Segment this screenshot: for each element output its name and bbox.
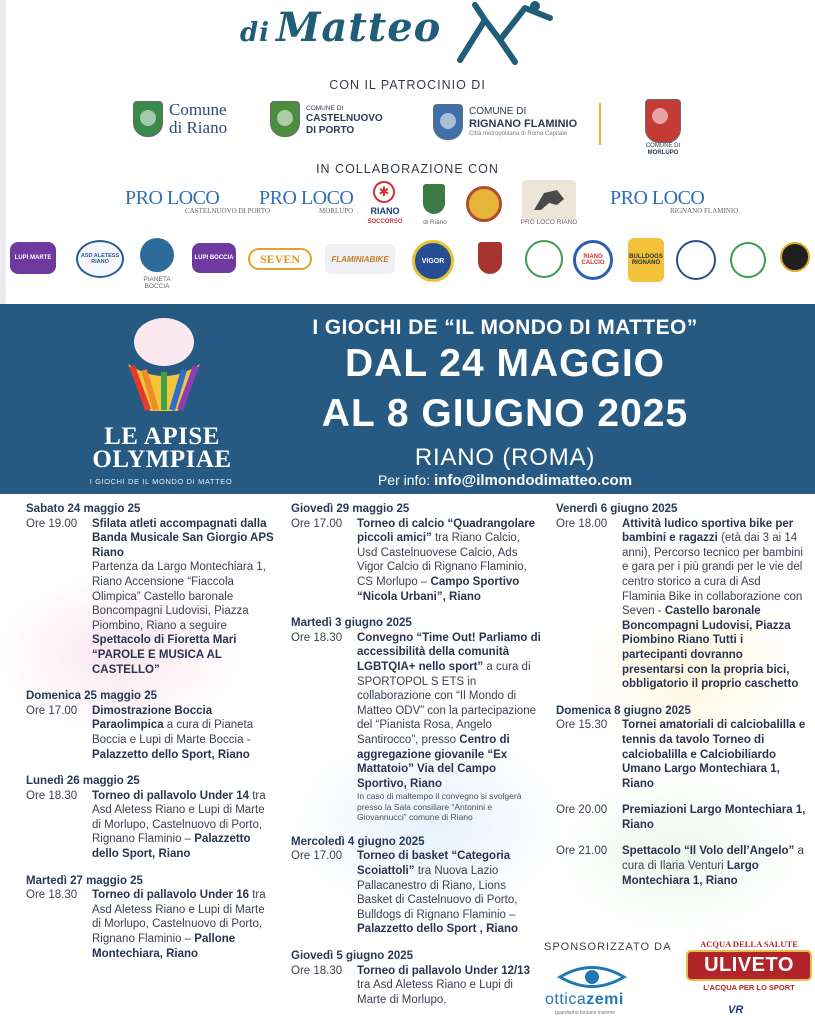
info-email-link[interactable]: info@ilmondodimatteo.com xyxy=(434,472,633,489)
schedule-entry xyxy=(291,964,541,1008)
entry-description xyxy=(92,789,276,862)
entry-highlight: Palazzetto dello Sport , Riano xyxy=(357,923,519,936)
patron-castelnuovo-line1: COMUNE DI xyxy=(306,104,344,112)
entry-time: Ore 18.30 xyxy=(26,789,78,802)
entry-description xyxy=(622,844,806,888)
entry-title: Torneo di basket “Categoria Scoiattoli” xyxy=(357,850,511,877)
riano-crest-icon xyxy=(133,101,163,137)
riano-soccorso-line1: RIANO xyxy=(370,206,400,216)
entry-text: a cura di SPORTOPOL S ETS in collaborazione con “Il Mondo di Matteo ODV” con la partecipazione del “Pianista Rosa, Angelo Santirocco”, presso xyxy=(357,660,536,746)
headline-date-from: DAL 24 MAGGIO xyxy=(345,342,665,385)
star-of-life-icon: ✱ xyxy=(373,181,395,203)
patron-riano-line1: Comune xyxy=(169,100,227,120)
ottica-word: ottica xyxy=(545,991,587,1008)
entry-title: Torneo di pallavolo Under 14 xyxy=(92,789,249,802)
schedule-entry xyxy=(26,789,276,862)
proloco-rignano-sub: RIGNANO FLAMINIO xyxy=(670,207,739,215)
entry-time: Ore 17.00 xyxy=(26,704,78,717)
schedule-entry xyxy=(291,517,541,605)
day-block xyxy=(291,949,541,1007)
riano-shield-icon xyxy=(423,184,445,214)
entry-title: Torneo di pallavolo Under 12/13 xyxy=(357,964,530,977)
rignano-crest-icon xyxy=(433,104,463,140)
entry-highlight: Pallone Montechiara, Riano xyxy=(92,933,236,960)
morlupo-crest-icon xyxy=(645,99,681,143)
patron-castelnuovo xyxy=(270,101,383,137)
entry-time: Ore 17.00 xyxy=(291,517,343,530)
patron-rignano-line2: RIGNANO FLAMINIO xyxy=(469,117,578,130)
eagle-emblem-icon xyxy=(676,240,716,280)
olympic-torch-icon xyxy=(118,318,210,413)
entry-text: a cura di Ilaria Venturi xyxy=(622,845,804,873)
proloco-morlupo-sub: MORLUPO xyxy=(319,207,354,215)
entry-highlight: Castello baronale Boncompagni Ludovisi, Piazza Piombino Riano Tutti i partecipanti dovranno presentarsi con la propria bici, obbligatorio il proprio caschetto xyxy=(622,605,799,691)
flaminia-bike-logo xyxy=(325,244,395,274)
lupi-boccia-logo: LUPI BOCCIA xyxy=(192,243,236,273)
patron-morlupo-line1: COMUNE DI xyxy=(645,143,681,149)
title-matteo: Matteo xyxy=(276,4,442,51)
proloco-morlupo-logo xyxy=(259,187,353,215)
entry-description xyxy=(622,803,806,832)
entry-description xyxy=(622,718,806,791)
entry-highlight: Centro di aggregazione giovanile “Ex Mattatoio” Via del Campo Sportivo, Riano xyxy=(357,733,510,790)
schedule-entry xyxy=(26,704,276,762)
proloco-rignano-logo xyxy=(610,187,738,215)
uliveto-tagline: L’ACQUA PER LO SPORT xyxy=(703,983,795,992)
horse-emblem-icon xyxy=(522,180,576,220)
proloco-rignano-brand: PRO LOCO xyxy=(610,187,705,209)
entry-note: In caso di maltempo il convegno si svolgerà presso la Sala consiliare “Antonini e Giovannucci” comune di Riano xyxy=(357,791,522,823)
entry-description xyxy=(92,517,276,678)
aletess-label: ASD ALETESS RIANO xyxy=(80,253,120,265)
entry-title: Torneo di pallavolo Under 16 xyxy=(92,889,249,902)
program-column-3 xyxy=(556,502,806,900)
entry-highlight: Spettacolo di Fioretta Mari “PAROLE E MUSICA AL CASTELLO” xyxy=(92,634,237,676)
entry-time: Ore 21.00 xyxy=(556,845,608,858)
riano-calcio-logo xyxy=(573,240,613,280)
uliveto-logo xyxy=(686,939,812,992)
day-label: Lunedì 26 maggio 25 xyxy=(26,775,140,788)
entry-time: Ore 17.00 xyxy=(291,850,343,863)
day-label: Martedì 3 giugno 2025 xyxy=(291,617,412,630)
day-label: Domenica 25 maggio 25 xyxy=(26,690,158,703)
patron-morlupo-line2: MORLUPO xyxy=(647,149,679,156)
headline-games: I GIOCHI DE “IL MONDO DI MATTEO” xyxy=(312,316,698,339)
patrocinio-label: CON IL PATROCINIO DI xyxy=(329,78,486,92)
schedule-entry xyxy=(556,844,806,888)
entry-text: tra Nuova Lazio Pallacanestro di Riano, Lions Basket di Castelnuovo di Porto, Bulldogs di Rignano Flaminio – xyxy=(357,864,518,921)
association-seal-icon xyxy=(466,186,502,222)
riano-soccorso-label xyxy=(360,207,410,227)
seven-label: SEVEN xyxy=(259,251,300,266)
schedule-entry xyxy=(291,849,541,937)
brand-subtitle: I GIOCHI DE IL MONDO DI MATTEO xyxy=(89,477,233,486)
entry-title: Attività ludico sportiva bike per bambini e ragazzi xyxy=(622,517,794,545)
entry-description xyxy=(92,888,276,961)
patron-morlupo xyxy=(645,99,681,157)
schedule-entry xyxy=(26,517,276,678)
patron-rignano-line1: COMUNE DI xyxy=(469,106,527,118)
eye-icon xyxy=(556,964,628,990)
info-label: Per info: xyxy=(377,472,431,488)
boccia-ball-icon xyxy=(140,238,174,272)
proloco-castelnuovo-brand: PRO LOCO xyxy=(125,187,220,209)
patron-castelnuovo-line2: CASTELNUOVO xyxy=(306,113,383,125)
schedule-entry xyxy=(556,718,806,791)
entry-text: tra Asd Aletess Riano e Lupi di Marte di Morlupo, Castelnuovo di Porto, Rignano Flaminio – xyxy=(92,789,266,846)
title-di: di xyxy=(240,18,271,48)
info-line xyxy=(250,472,760,489)
day-block xyxy=(26,689,276,762)
entry-text: tra Asd Aletess Riano e Lupi di Marte di Morlupo, Castelnuovo di Porto, Rignano Flaminio – xyxy=(92,889,266,946)
uliveto-top: ACQUA DELLA SALUTE xyxy=(700,939,798,949)
day-label: Giovedì 29 maggio 25 xyxy=(291,503,410,515)
entry-description xyxy=(357,849,541,937)
proloco-riano-label: PRO LOCO RIANO xyxy=(520,219,578,226)
day-label: Domenica 8 giugno 2025 xyxy=(556,704,691,717)
ottica-zemi-logo xyxy=(545,991,624,1009)
castelnuovo-crest-icon xyxy=(270,101,300,137)
schedule-entry xyxy=(556,803,806,832)
lupi-di-marte-logo: LUPI MARTE xyxy=(10,242,56,274)
entry-title: Sfilata atleti accompagnati dalla Banda Musicale San Giorgio APS Riano xyxy=(92,517,274,559)
cultural-association-icon xyxy=(525,240,563,278)
entry-title: Torneo di calcio “Quadrangolare piccoli amici” xyxy=(357,517,536,545)
day-label: Giovedì 5 giugno 2025 xyxy=(291,949,414,962)
day-label: Sabato 24 maggio 25 xyxy=(26,503,141,515)
day-label: Martedì 27 maggio 25 xyxy=(26,874,143,887)
vr-logo: VR xyxy=(728,1004,744,1016)
headline-date-to: AL 8 GIUGNO 2025 xyxy=(321,392,689,435)
entry-text: (età dai 3 ai 14 anni), Percorso tecnico per bambini e gara per i più grandi per le vie del centro storico a cura di Asd Flaminia Bike in collaborazione con Seven - xyxy=(622,532,803,618)
di-riano-label: di Riano xyxy=(423,219,447,226)
brand-line1: LE APISE xyxy=(104,423,220,450)
entry-title: Premiazioni Largo Montechiara 1, Riano xyxy=(622,804,806,831)
tennis-club-icon xyxy=(730,242,766,278)
day-block xyxy=(26,502,276,677)
entry-text: a cura di Pianeta Boccia e Lupi di Marte Boccia - xyxy=(92,719,254,746)
day-block xyxy=(291,502,541,604)
entry-description xyxy=(357,517,541,605)
entry-title: Tornei amatoriali di calciobalilla e tennis da tavolo Torneo di calciobalilla e Calciobiliardo Umano Largo Montechiara 1, Riano xyxy=(622,719,806,790)
entry-gap xyxy=(556,791,806,803)
patron-rignano xyxy=(433,104,577,140)
entry-title: Convegno “Time Out! Parliamo di accessibilità della comunità LGBTQIA+ nello sport” xyxy=(357,631,541,673)
entry-highlight: Campo Sportivo “Nicola Urbani”, Riano xyxy=(357,575,520,603)
entry-time: Ore 18.00 xyxy=(556,517,608,530)
day-block xyxy=(26,874,276,962)
seven-logo xyxy=(248,248,312,270)
proloco-morlupo-brand: PRO LOCO xyxy=(259,187,354,209)
patron-castelnuovo-line3: DI PORTO xyxy=(306,124,355,136)
schedule-entry xyxy=(556,517,806,692)
entry-text: tra Asd Aletess Riano e Lupi di Marte di Morlupo, xyxy=(357,979,513,1006)
vigor-logo xyxy=(412,240,454,282)
bulldogs-label: BULLDOGS RIGNANO xyxy=(629,254,663,266)
proloco-castelnuovo-sub: CASTELNUOVO DI PORTO xyxy=(185,207,271,215)
patron-divider xyxy=(599,103,601,145)
entry-highlight: Palazzetto dello Sport, Riano xyxy=(92,748,250,761)
brand-line2: OLYMPIAE xyxy=(92,446,232,473)
day-block xyxy=(556,704,806,889)
zemi-word: zemi xyxy=(586,991,624,1008)
entry-text: tra Riano Calcio, Usd Castelnuovese Calcio, Ads Vigor Calcio di Rignano Flaminio, CS Morlupo – xyxy=(357,532,527,588)
day-label: Mercoledì 4 giugno 2025 xyxy=(291,835,425,848)
brand-name xyxy=(82,425,242,471)
uliveto-name: ULIVETO xyxy=(686,950,812,981)
headline-location: RIANO (ROMA) xyxy=(414,444,596,471)
day-block xyxy=(556,502,806,692)
entry-description xyxy=(357,964,541,1008)
entry-highlight: Largo Montechiara 1, Riano xyxy=(622,860,759,887)
entry-highlight: Palazzetto dello Sport, Riano xyxy=(92,833,251,861)
riano-calcio-label: RIANO CALCIO xyxy=(581,254,605,266)
patron-riano xyxy=(133,101,227,137)
entry-description xyxy=(357,631,541,823)
entry-gap xyxy=(556,832,806,844)
running-figure-icon xyxy=(440,0,570,70)
riano-soccorso-line2: SOCCORSO xyxy=(367,219,403,225)
entry-time: Ore 20.00 xyxy=(556,804,608,817)
pianeta-boccia-label: PIANETA BOCCIA xyxy=(143,276,171,290)
entry-time: Ore 18.30 xyxy=(26,889,78,902)
proloco-castelnuovo-logo xyxy=(125,187,270,215)
ottica-zemi-tagline: guardiamo lontano insieme xyxy=(555,1010,616,1016)
patron-rignano-sub: Città metropolitana di Roma Capitale xyxy=(469,130,568,137)
schedule-entry xyxy=(26,888,276,961)
entry-title: Dimostrazione Boccia Paraolimpica xyxy=(92,704,213,732)
entry-description xyxy=(92,704,276,762)
flaminia-bike-label: FLAMINIABIKE xyxy=(331,254,389,264)
entry-time: Ore 19.00 xyxy=(26,517,78,530)
day-block xyxy=(26,774,276,862)
day-block xyxy=(291,835,541,937)
schedule-entry xyxy=(291,631,541,823)
entry-title: Spettacolo “Il Volo dell’Angelo” xyxy=(622,845,795,858)
aletess-logo xyxy=(76,240,124,278)
patron-riano-line2: di Riano xyxy=(169,118,228,137)
sponsor-label: SPONSORIZZATO DA xyxy=(544,941,672,953)
program-column-2 xyxy=(291,502,541,1019)
entry-time: Ore 15.30 xyxy=(556,719,608,732)
basketball-club-icon xyxy=(780,242,810,272)
vigor-label: VIGOR xyxy=(421,257,445,265)
entry-description xyxy=(622,517,806,692)
sports-shield-icon xyxy=(478,242,502,274)
day-label: Venerdì 6 giugno 2025 xyxy=(556,503,678,515)
entry-time: Ore 18.30 xyxy=(291,631,343,644)
day-block xyxy=(291,616,541,823)
bulldogs-logo xyxy=(628,238,664,282)
collaborazione-label: IN COLLABORAZIONE CON xyxy=(316,162,499,176)
entry-time: Ore 18.30 xyxy=(291,964,343,977)
event-title xyxy=(240,4,441,51)
program-column-1 xyxy=(26,502,276,973)
entry-text: Partenza da Largo Montechiara 1, Riano Accensione “Fiaccola Olimpica” Castello baronale Boncompagni Ludovisi, Piazza Piombino, Riano a seguire xyxy=(92,561,266,632)
